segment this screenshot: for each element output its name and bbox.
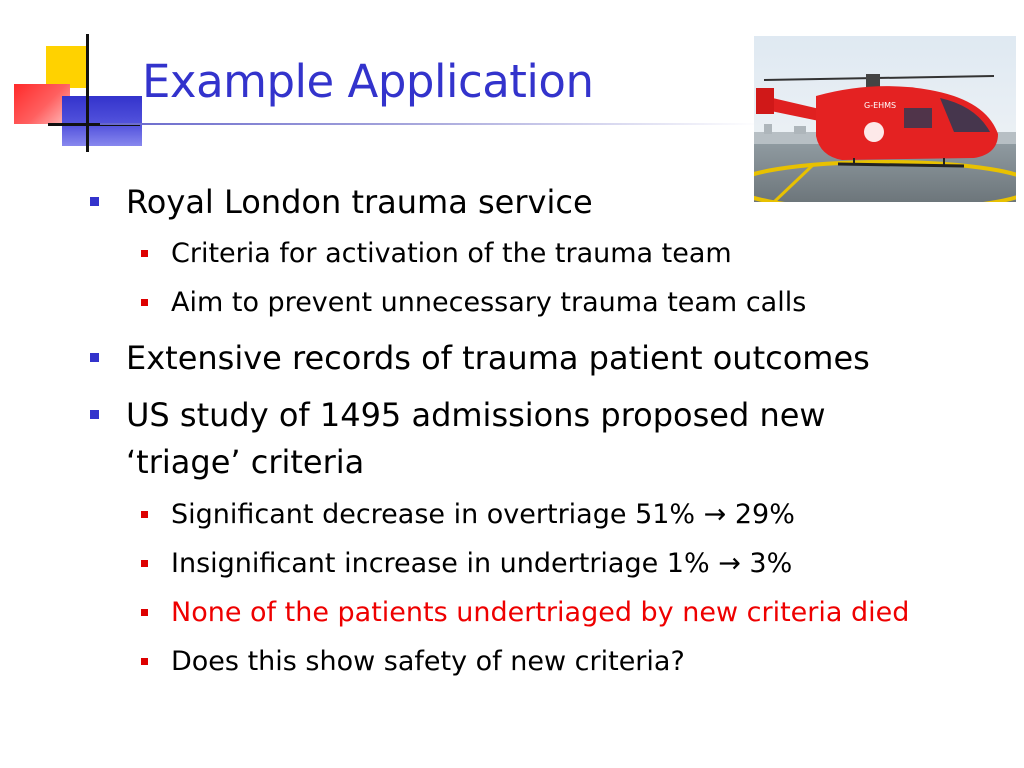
- sub-bullet-marker: [141, 250, 148, 257]
- helicopter-registration: G-EHMS: [864, 101, 897, 110]
- sub-bullet-text: Aim to prevent unnecessary trauma team calls: [171, 287, 807, 318]
- slide-title: Example Application: [142, 55, 594, 108]
- bullet-text-line1: US study of 1495 admissions proposed new: [126, 396, 826, 434]
- sub-bullet-marker: [141, 511, 148, 518]
- sub-bullet-text-highlight: None of the patients undertriaged by new criteria died: [171, 597, 910, 628]
- bullet-marker: [90, 353, 99, 362]
- sub-bullet-marker: [141, 609, 148, 616]
- sub-bullet-text: Does this show safety of new criteria?: [171, 646, 685, 677]
- bullet-text: Extensive records of trauma patient outcomes: [126, 339, 870, 377]
- bullet-text-line2: ‘triage’ criteria: [126, 443, 365, 481]
- bullet-marker: [90, 197, 99, 206]
- sub-bullet-marker: [141, 560, 148, 567]
- sub-bullet-marker: [141, 658, 148, 665]
- sub-bullet-text: Insignificant increase in undertriage 1% → 3%: [171, 548, 793, 579]
- sub-bullet-text: Significant decrease in overtriage 51% → 29%: [171, 499, 795, 530]
- bullet-text: Royal London trauma service: [126, 183, 593, 221]
- sub-bullet-marker: [141, 299, 148, 306]
- bullet-marker: [90, 410, 99, 419]
- sub-bullet-text: Criteria for activation of the trauma team: [171, 238, 732, 269]
